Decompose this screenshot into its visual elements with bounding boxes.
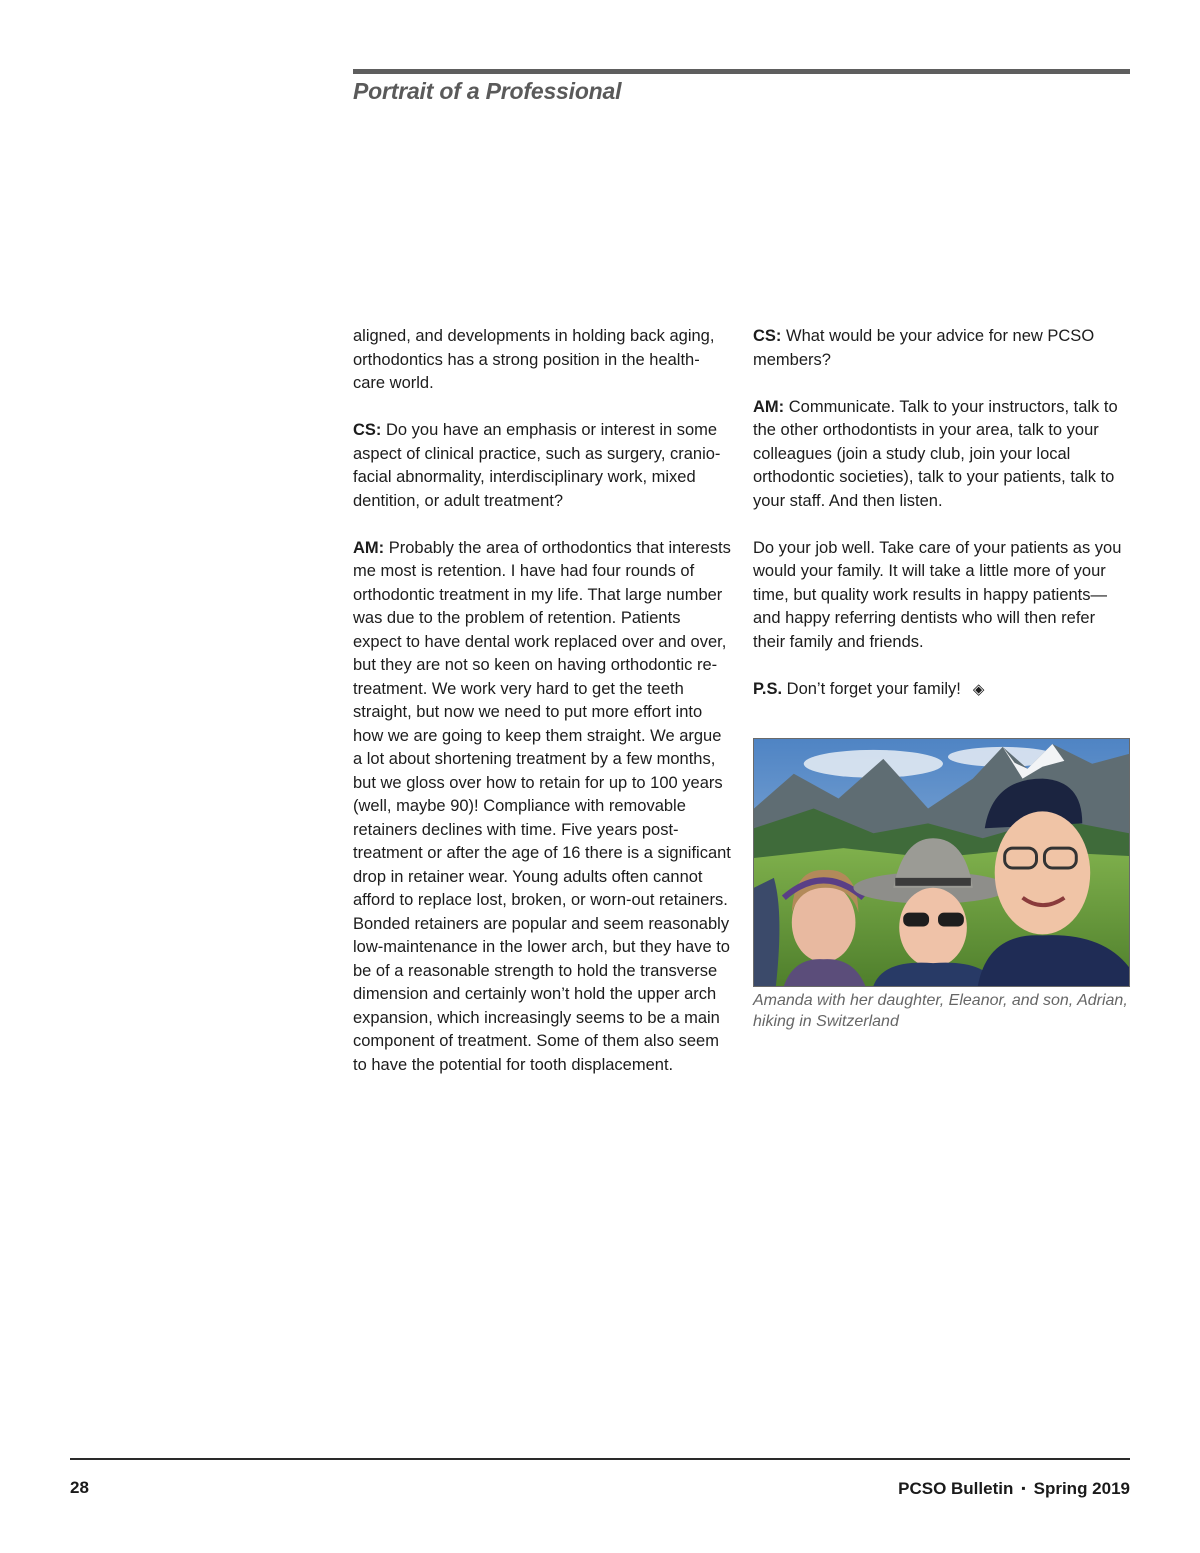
end-mark-icon: ◈ <box>972 680 985 698</box>
footer-rule <box>70 1458 1130 1460</box>
paragraph <box>353 325 731 396</box>
photo-caption: Amanda with her daughter, Eleanor, and son, Adrian, hiking in Switzerland <box>753 992 1128 1030</box>
paragraph-text: Do you have an emphasis or interest in some aspect of clinical practice, such as surgery, cranio-facial abnormality, interdisciplinary work, mixed dentition, or adult treatment? <box>353 421 721 510</box>
paragraph-text: Probably the area of orthodontics that interests me most is retention. I have had four rounds of orthodontic treatment in my life. That large number was due to the problem of retention. Patients expect to have dental work replaced over and over, but they are not so keen on having orthodontic re-treatment. We work very hard to get the teeth straight, but now we need to put more effort into how we are going to keep them straight. We argue a lot about shortening treatment by a few months, but we gloss over how to retain for up to 100 years (well, maybe 90)! Compliance with removable retainers declines with time. Five years post-treatment or after the age of 16 there is a significant drop in retainer wear. Young adults often cannot afford to replace lost, broken, or worn-out retainers. Bonded retainers are popular and seem reasonably low-maintenance in the lower arch, but they have to be of a reasonable strength to hold the transverse dimension and certainly won’t hold the upper arch expansion, which increasingly seems to be a main component of treatment. Some of them also seem to have the potential for tooth displacement. <box>353 538 731 1074</box>
family-photo <box>753 738 1130 987</box>
paragraph-text: Don’t forget your family! <box>782 679 961 698</box>
speaker-label: P.S. <box>753 679 783 698</box>
paragraph <box>753 678 1131 702</box>
speaker-label: AM: <box>753 397 785 416</box>
paragraph-text: Do your job well. Take care of your patients as you would your family. It will take a little more of your time, but quality work results in happy patients—and happy referring dentists who will then refer their family and friends. <box>753 538 1122 651</box>
paragraph <box>753 537 1131 655</box>
publication-name: PCSO Bulletin <box>898 1479 1014 1498</box>
header-rule <box>353 69 1130 74</box>
paragraph-text: What would be your advice for new PCSO members? <box>753 327 1095 369</box>
paragraph <box>753 396 1131 514</box>
separator-icon: ▪ <box>1021 1481 1026 1495</box>
speaker-label: CS: <box>753 327 782 345</box>
footer-publication-info <box>898 1479 1130 1499</box>
page-number: 28 <box>70 1478 89 1497</box>
paragraph-text: aligned, and developments in holding back aging, orthodontics has a strong position in the health-care world. <box>353 327 715 392</box>
section-title: Portrait of a Professional <box>353 78 622 104</box>
issue-date: Spring 2019 <box>1033 1479 1130 1498</box>
speaker-label: CS: <box>353 421 382 439</box>
speaker-label: AM: <box>353 538 385 557</box>
paragraph <box>353 537 731 1078</box>
article-column-left <box>353 325 731 1101</box>
paragraph <box>753 325 1131 372</box>
article-column-right <box>753 325 1131 725</box>
photo-illustration <box>754 739 1129 986</box>
paragraph <box>353 419 731 513</box>
paragraph-text: Communicate. Talk to your instructors, talk to the other orthodontists in your area, talk to your colleagues (join a study club, join your local orthodontic societies), talk to your patients, talk to your staff. And then listen. <box>753 397 1118 510</box>
